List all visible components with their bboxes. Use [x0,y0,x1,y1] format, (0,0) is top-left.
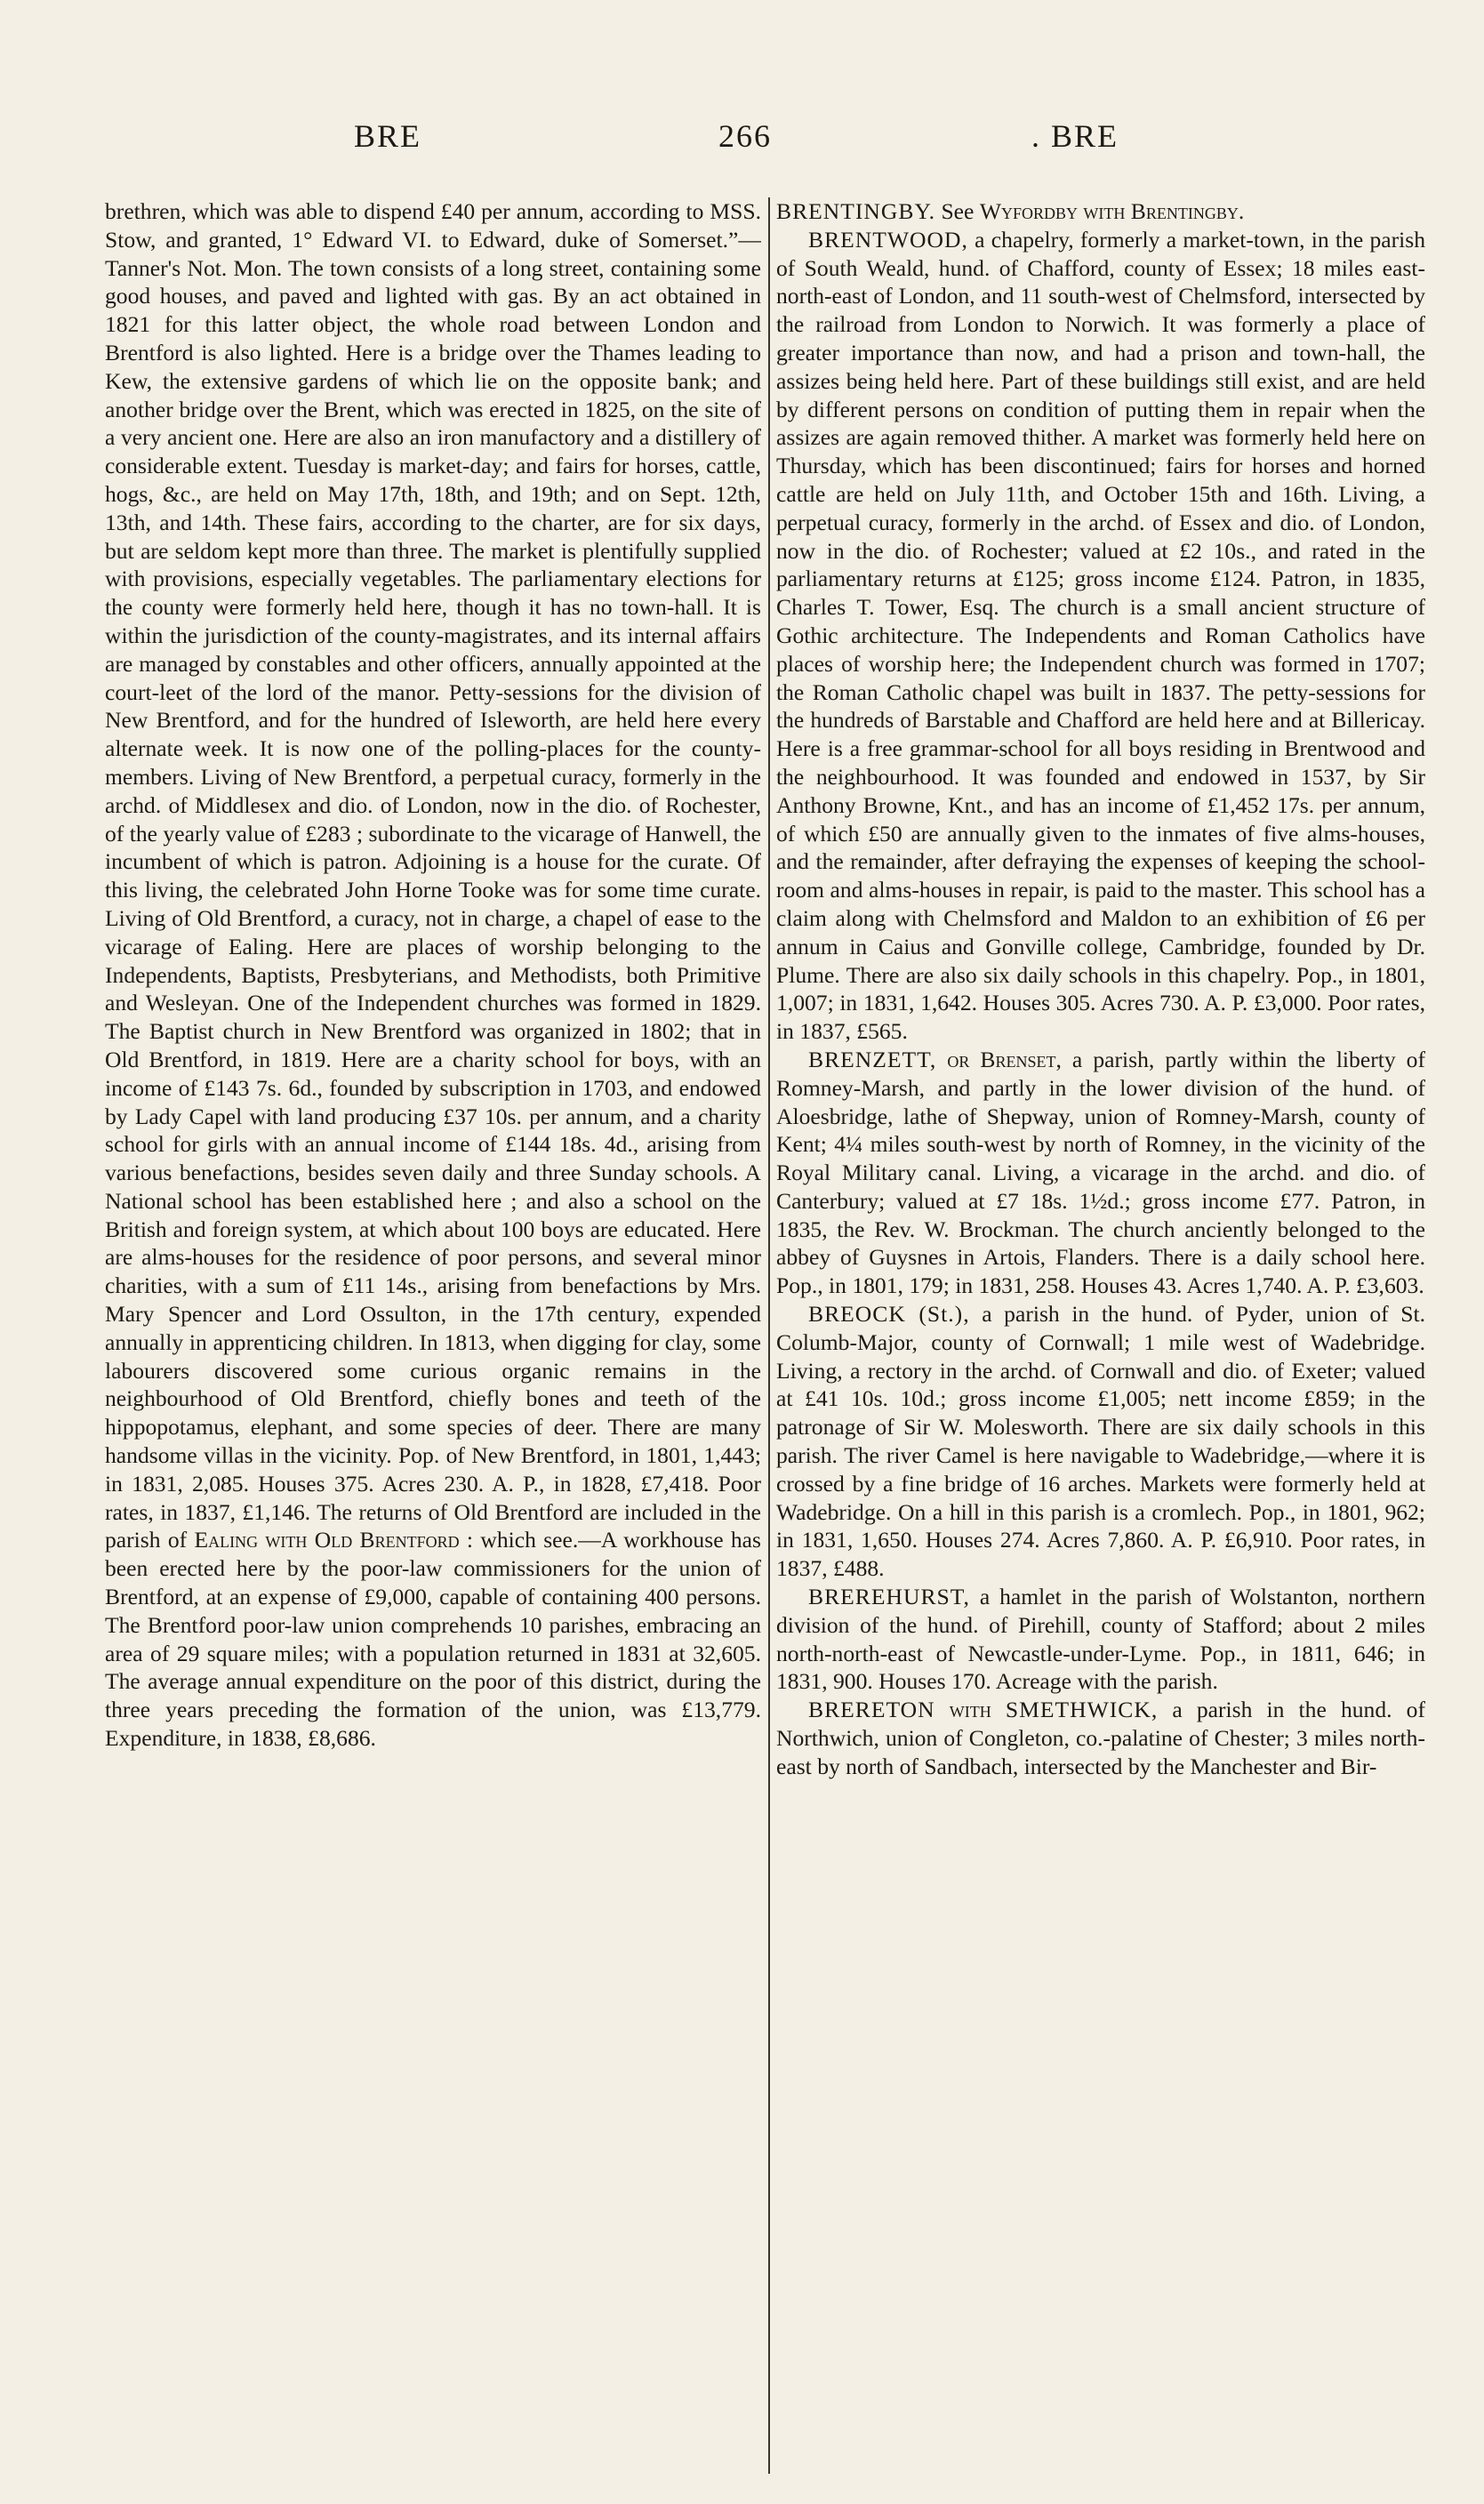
entry-breock [776,1300,1425,1583]
page-number: 266 [718,118,772,154]
entry-alt-name: or Brenset, [947,1046,1062,1072]
entry-text: See [941,198,975,224]
right-column [776,197,1425,2474]
entry-heading-2: SMETHWICK, [1005,1697,1159,1723]
header-left-keyword: BRE [354,118,422,154]
entry-text: a hamlet in the parish of Wolstanton, northern division of the hund. of Pirehill, county of Stafford; about 2 miles north-north-east of Newcastle-under-Lyme. Pop., in 1811, 646; in 1831, 900. Houses 170. Acreage with the parish. [776,1584,1425,1695]
running-header [0,117,1484,171]
entry-text: a parish, partly within the liberty of Romney-Marsh, and partly in the lower division of the hund. of Aloesbridge, lathe of Shepway, union of Romney-Marsh, county of Kent; 4¼ miles south-west by north of Romney, in the vicinity of the Royal Military canal. Living, a vicarage in the archd. and dio. of Canterbury; valued at £7 18s. 1½d.; gross income £77. Patron, in 1835, the Rev. W. Brockman. The church anciently belonged to the abbey of Guysnes in Artois, Flanders. There is a daily school here. Pop., in 1801, 179; in 1831, 258. Houses 43. Acres 1,740. A. P. £3,603. [776,1046,1425,1299]
entry-heading: BREOCK (St.), [808,1301,970,1328]
entry-heading: BRENTINGBY. [776,198,936,224]
entry-heading-joiner: with [949,1697,991,1723]
entry-heading: BRENTWOOD, [808,226,968,253]
brentford-entry-continuation [105,197,761,1753]
header-right-keyword: . BRE [1031,118,1119,154]
cross-reference-wyfordby: Wyfordby with Brentingby. [979,198,1245,224]
entry-heading: BRERETON [808,1697,935,1723]
left-column [105,197,761,2474]
entry-brerehurst [776,1583,1425,1696]
entry-brentwood [776,226,1425,1046]
entry-brentingby [776,197,1425,226]
entry-text: a chapelry, formerly a market-town, in the parish of South Weald, hund. of Chafford, county of Essex; 18 miles east-north-east of London, and 11 south-west of Chelmsford, intersected by the railroad from London to Norwich. It was formerly a place of greater importance than now, and had a prison and town-hall, the assizes being held here. Part of these buildings still exist, and are held by different persons on condition of putting them in repair when the assizes are again removed thither. A market was formerly held here on Thursday, which has been discontinued; fairs for horses and horned cattle are held on July 11th, and October 15th and 16th. Living, a perpetual curacy, formerly in the archd. of Essex and dio. of London, now in the dio. of Rochester; valued at £2 10s., and rated in the parliamentary returns at £125; gross income £124. Patron, in 1835, Charles T. Tower, Esq. The church is a small ancient structure of Gothic architecture. The Independents and Roman Catholics have places of worship here; the Independent church was formed in 1707; the Roman Catholic chapel was built in 1837. The petty-sessions for the hundreds of Barstable and Chafford are held here and at Billericay. Here is a free grammar-school for all boys residing in Brentwood and the neighbourhood. It was founded and endowed in 1537, by Sir Anthony Browne, Knt., and has an income of £1,452 17s. per annum, of which £50 are annually given to the inmates of five alms-houses, and the remainder, after defraying the expenses of keeping the school-room and alms-houses in repair, is paid to the master. This school has a claim along with Chelmsford and Maldon to an exhibition of £6 per annum in Caius and Gonville college, Cambridge, founded by Dr. Plume. There are also six daily schools in this chapelry. Pop., in 1801, 1,007; in 1831, 1,642. Houses 305. Acres 730. A. P. £3,000. Poor rates, in 1837, £565. [776,226,1425,1045]
entry-heading: BREREHURST, [808,1584,970,1610]
entry-heading: BRENZETT, [808,1046,937,1072]
cross-reference-ealing: Ealing with Old Brentford [194,1527,460,1553]
entry-text: a parish in the hund. of Pyder, union of St. Columb-Major, county of Cornwall; 1 mile west of Wadebridge. Living, a rectory in the archd. of Cornwall and dio. of Exeter; valued at £41 10s. 10d.; gross income £1,005; nett income £859; in the patronage of Sir W. Molesworth. There are six daily schools in this parish. The river Camel is here navigable to Wadebridge,—where it is crossed by a fine bridge of 16 arches. Markets were formerly held at Wadebridge. On a hill in this parish is a cromlech. Pop., in 1801, 962; in 1831, 1,650. Houses 274. Acres 7,860. A. P. £6,910. Poor rates, in 1837, £488. [776,1301,1425,1582]
entry-brenzett [776,1046,1425,1300]
column-divider [768,197,770,2474]
brentford-text: brethren, which was able to dispend £40 per annum, according to MSS. Stow, and granted, 1° Edward VI. to Edward, duke of Somerset.”—Tanner's Not. Mon. The town consists of a long street, containing some good houses, and paved and lighted with gas. By an act obtained in 1821 for this latter object, the whole road between London and Brentford is also lighted. Here is a bridge over the Thames leading to Kew, the extensive gardens of which lie on the opposite bank; and another bridge over the Brent, which was erected in 1825, on the site of a very ancient one. Here are also an iron manufactory and a distillery of considerable extent. Tuesday is market-day; and fairs for horses, cattle, hogs, &c., are held on May 17th, 18th, and 19th; and on Sept. 12th, 13th, and 14th. These fairs, according to the charter, are for six days, but are seldom kept more than three. The market is plentifully supplied with provisions, especially vegetables. The parliamentary elections for the county were formerly held here, though it has no town-hall. It is within the jurisdiction of the county-magistrates, and its internal affairs are managed by constables and other officers, annually appointed at the court-leet of the lord of the manor. Petty-sessions for the division of New Brentford, and for the hundred of Isleworth, are held here every alternate week. It is now one of the polling-places for the county-members. Living of New Brentford, a perpetual curacy, formerly in the archd. of Middlesex and dio. of London, now in the dio. of Rochester, of the yearly value of £283 ; subordinate to the vicarage of Hanwell, the incumbent of which is patron. Adjoining is a house for the curate. Of this living, the celebrated John Horne Tooke was for some time curate. Living of Old Brentford, a curacy, not in charge, a chapel of ease to the vicarage of Ealing. Here are places of worship belonging to the Independents, Baptists, Presbyterians, and Methodists, both Primitive and Wesleyan. One of the Independent churches was formed in 1829. The Baptist church in New Brentford was organized in 1802; that in Old Brentford, in 1819. Here are a charity school for boys, with an income of £143 7s. 6d., founded by subscription in 1703, and endowed by Lady Capel with land producing £37 10s. per annum, and a charity school for girls with an annual income of £144 18s. 4d., arising from various benefactions, besides seven daily and three Sunday schools. A National school has been established here ; and also a school on the British and foreign system, at which about 100 boys are educated. Here are alms-houses for the residence of poor persons, and several minor charities, with a sum of £11 14s., arising from benefactions by Mrs. Mary Spencer and Lord Ossulton, in the 17th century, expended annually in apprenticing children. In 1813, when digging for clay, some labourers discovered some curious organic remains in the neighbourhood of Old Brentford, chiefly bones and teeth of the hippopotamus, elephant, and some species of deer. There are many handsome villas in the vicinity. Pop. of New Brentford, in 1801, 1,443; in 1831, 2,085. Houses 375. Acres 230. A. P., in 1828, £7,418. Poor rates, in 1837, £1,146. The returns of Old Brentford are included in the parish of [105,198,761,1553]
entry-brereton [776,1696,1425,1780]
brentford-text-end: : which see.—A workhouse has been erected here by the poor-law commissioners for the union of Brentford, at an expense of £9,000, capable of containing 400 persons. The Brentford poor-law union comprehends 10 parishes, embracing an area of 29 square miles; with a population returned in 1831 at 32,605. The average annual expenditure on the poor of this district, during the three years preceding the formation of the union, was £13,779. Expenditure, in 1838, £8,686. [105,1527,761,1752]
entry-text: a parish in the hund. of Northwich, union of Congleton, co.-palatine of Chester; 3 miles north-east by north of Sandbach, intersected by the Manchester and Bir- [776,1697,1425,1779]
